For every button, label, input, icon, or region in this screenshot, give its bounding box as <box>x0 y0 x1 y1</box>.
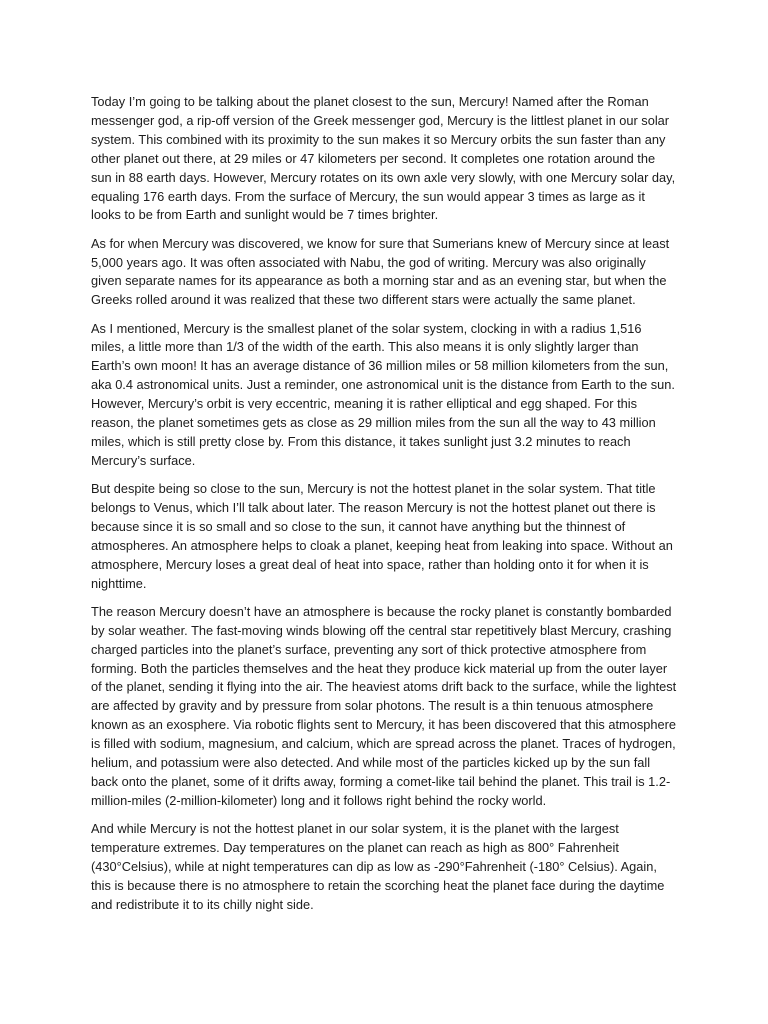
paragraph-discovery: As for when Mercury was discovered, we know for sure that Sumerians knew of Mercury since at least 5,000 years ago. It was often associated with Nabu, the god of writing. Mercury was also originally given separate names for its appearance as both a morning star and as an evening star, but when the Greeks rolled around it was realized that these two different stars were actually the same planet. <box>91 235 670 308</box>
document-body <box>91 93 677 924</box>
paragraph-intro: Today I’m going to be talking about the planet closest to the sun, Mercury! Named after the Roman messenger god, a rip-off version of the Greek messenger god, Mercury is the littlest planet in our solar system. This combined with its proximity to the sun makes it so Mercury orbits the sun faster than any other planet out there, at 29 miles or 47 kilometers per second. It completes one rotation around the sun in 88 earth days. However, Mercury rotates on its own axle very slowly, with one Mercury solar day, equaling 176 earth days. From the surface of Mercury, the sun would appear 3 times as large as it looks to be from Earth and sunlight would be 7 times brighter. <box>91 94 676 223</box>
paragraph-temperature: And while Mercury is not the hottest planet in our solar system, it is the planet with the largest temperature extremes. Day temperatures on the planet can reach as high as 800° Fahrenheit (430°Celsius), while at night temperatures can dip as low as -290°Fahrenheit (-180° Celsius). Again, this is because there is no atmosphere to retain the scorching heat the planet face during the daytime and redistribute it to its chilly night side. <box>91 821 665 912</box>
paragraph-not-hottest: But despite being so close to the sun, Mercury is not the hottest planet in the solar system. That title belongs to Venus, which I’ll talk about later. The reason Mercury is not the hottest planet out there is because since it is so small and so close to the sun, it cannot have anything but the thinnest of atmospheres. An atmosphere helps to cloak a planet, keeping heat from leaking into space. Without an atmosphere, Mercury loses a great deal of heat into space, rather than holding onto it for when it is nighttime. <box>91 481 673 591</box>
paragraph-exosphere: The reason Mercury doesn’t have an atmosphere is because the rocky planet is constantly bombarded by solar weather. The fast-moving winds blowing off the central star repetitively blast Mercury, crashing charged particles into the planet’s surface, preventing any sort of thick protective atmosphere from forming. Both the particles themselves and the heat they produce kick material up from the outer layer of the planet, sending it flying into the air. The heaviest atoms drift back to the surface, while the lightest are affected by gravity and by pressure from solar photons. The result is a thin tenuous atmosphere known as an exosphere. Via robotic flights sent to Mercury, it has been discovered that this atmosphere is filled with sodium, magnesium, and calcium, which are spread across the planet. Traces of hydrogen, helium, and potassium were also detected. And while most of the particles kicked up by the sun fall back onto the planet, some of it drifts away, forming a comet-like tail behind the planet. This trail is 1.2-million-miles (2-million-kilometer) long and it follows right behind the rocky world. <box>91 603 677 808</box>
paragraph-size-orbit: As I mentioned, Mercury is the smallest planet of the solar system, clocking in with a radius 1,516 miles, a little more than 1/3 of the width of the earth. This also means it is only slightly larger than Earth’s own moon! It has an average distance of 36 million miles or 58 million kilometers from the sun, aka 0.4 astronomical units. Just a reminder, one astronomical unit is the distance from Earth to the sun. However, Mercury’s orbit is very eccentric, meaning it is rather elliptical and egg shaped. For this reason, the planet sometimes gets as close as 29 million miles from the sun all the way to 43 million miles, which is still pretty close by. From this distance, it takes sunlight just 3.2 minutes to reach Mercury’s surface. <box>91 320 675 468</box>
